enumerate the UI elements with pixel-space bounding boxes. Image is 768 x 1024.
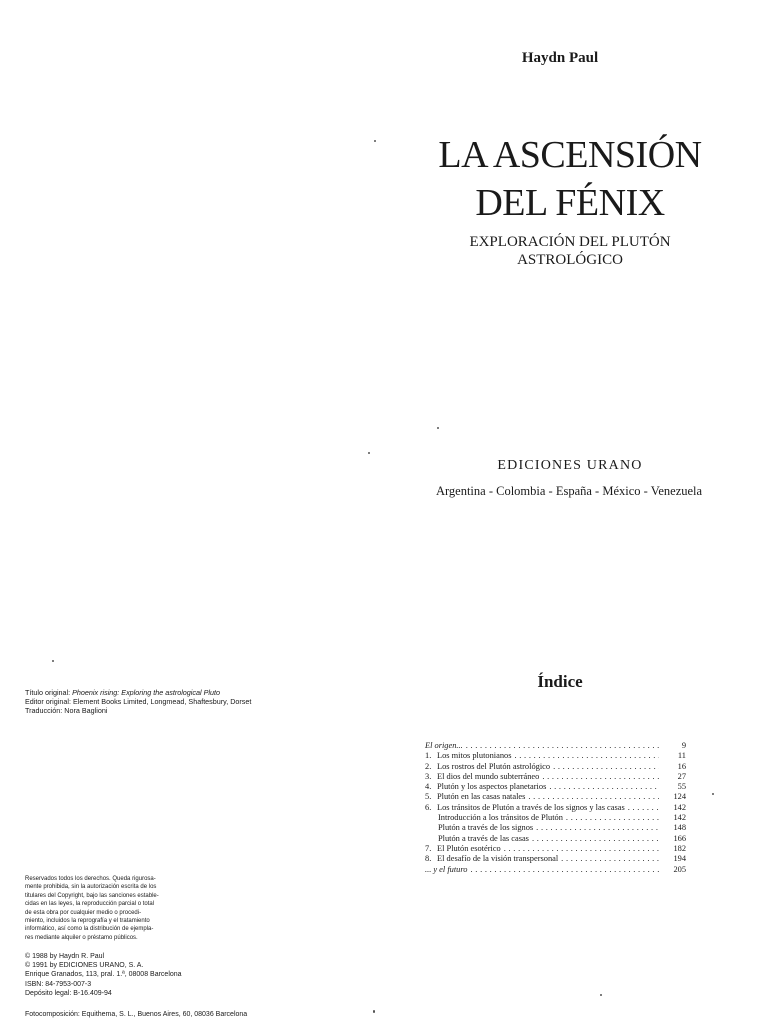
toc-entry-page: 11 — [677, 751, 686, 761]
toc-entry-page: 166 — [673, 833, 686, 843]
toc-entry-number: 7. — [425, 843, 432, 853]
toc-entry-label: Los tránsitos de Plutón a través de los signos y las casas — [437, 802, 625, 812]
toc-entry-label: Plutón y los aspectos planetarios — [437, 782, 547, 792]
toc-entry-label: Plutón a través de los signos — [438, 823, 534, 833]
toc-entry — [425, 844, 686, 854]
toc-entry-label: Plutón en las casas natales — [437, 792, 526, 802]
rights-line: informático, así como la distribución de ejempla- — [25, 926, 154, 933]
book-subtitle-line-2: ASTROLÓGICO — [517, 252, 623, 268]
toc-leader-dots — [532, 834, 659, 844]
toc-entry-number: 1. — [425, 751, 432, 761]
copyright-block — [25, 952, 325, 998]
fotocomposicion-line: Fotocomposición: Equithema, S. L., Buenos Aires, 60, 08036 Barcelona — [25, 1011, 248, 1018]
translation-line: Traducción: Nora Baglioni — [25, 706, 108, 716]
toc-entry-page: 205 — [673, 864, 686, 874]
scan-speck — [52, 660, 54, 662]
toc-entry-page: 142 — [673, 813, 686, 823]
original-title-value: Phoenix rising: Exploring the astrological Pluto — [72, 688, 220, 697]
book-title-line-1: LA ASCENSIÓN — [438, 134, 702, 176]
toc-leader-dots — [549, 782, 659, 792]
original-title-line — [25, 688, 325, 697]
toc-leader-dots — [514, 751, 659, 761]
toc-entry — [425, 751, 686, 761]
toc-entry-page: 124 — [673, 792, 686, 802]
toc-entry — [425, 854, 686, 864]
toc-entry-page: 182 — [673, 843, 686, 853]
toc-entry — [425, 741, 686, 751]
toc-entry — [425, 782, 686, 792]
toc-entry-label: El origen... — [425, 741, 463, 750]
rights-line: miento, incluidos la reprografía y el tratamiento — [25, 918, 150, 925]
toc-entry — [425, 823, 686, 833]
toc-entry-label: El Plutón esotérico — [437, 843, 501, 853]
rights-line: Reservados todos los derechos. Queda rigurosa- — [25, 876, 156, 882]
toc-entry-label: El dios del mundo subterráneo — [437, 771, 540, 781]
rights-line: mente prohibida, sin la autorización escrita de los — [25, 884, 157, 891]
toc-leader-dots — [504, 844, 659, 854]
scan-speck — [437, 427, 439, 429]
toc-leader-dots — [542, 772, 659, 782]
book-title-line-2: DEL FÉNIX — [475, 182, 665, 224]
original-title-label: Título original: — [25, 688, 73, 697]
toc-entry — [425, 834, 686, 844]
toc-leader-dots — [471, 865, 660, 875]
publisher-name: EDICIONES URANO — [497, 458, 643, 473]
toc-entry — [425, 792, 686, 802]
toc-entry-label: Los rostros del Plutón astrológico — [437, 761, 551, 771]
book-subtitle-line-1: EXPLORACIÓN DEL PLUTÓN — [469, 234, 671, 250]
toc-entry-page: 148 — [673, 823, 686, 833]
toc-entry-number: 2. — [425, 761, 432, 771]
toc-entry-page: 27 — [677, 771, 686, 781]
original-editor-line: Editor original: Element Books Limited, Longmead, Shaftesbury, Dorset — [25, 697, 252, 707]
toc-entry — [425, 803, 686, 813]
toc-entry-label: Introducción a los tránsitos de Plutón — [438, 813, 563, 823]
toc-entry — [425, 813, 686, 823]
toc-entry-number: 6. — [425, 802, 432, 812]
scan-speck — [712, 793, 714, 795]
rights-line: res mediante alquiler o préstamo públicos. — [25, 934, 138, 941]
toc-entry-number: 3. — [425, 771, 432, 781]
rights-line: titulares del Copyright, bajo las sanciones estable- — [25, 892, 159, 899]
toc-entry — [425, 762, 686, 772]
toc-entry-page: 142 — [673, 802, 686, 812]
toc-leader-dots — [628, 803, 659, 813]
toc-entry — [425, 772, 686, 782]
toc-entry-label: Plutón a través de las casas — [438, 833, 529, 843]
toc-entry-label: El desafío de la visión transpersonal — [437, 854, 559, 864]
copyright-line: © 1988 by Haydn R. Paul — [25, 953, 105, 960]
toc-leader-dots — [566, 813, 659, 823]
toc-leader-dots — [528, 792, 659, 802]
toc-entry-label: Los mitos plutonianos — [437, 751, 512, 761]
rights-line: cidas en las leyes, la reproducción parcial o total — [25, 901, 155, 908]
toc-entry-page: 16 — [677, 761, 686, 771]
toc-leader-dots — [536, 823, 659, 833]
toc-leader-dots — [561, 854, 659, 864]
author-name: Haydn Paul — [521, 50, 599, 66]
copyright-line: © 1991 by EDICIONES URANO, S. A. — [25, 962, 144, 970]
rights-line: de esta obra por cualquier medio o procedi- — [25, 909, 142, 916]
scan-speck — [368, 452, 370, 454]
copyright-line: ISBN: 84-7953-007-3 — [25, 980, 92, 988]
toc-entry-number: 8. — [425, 854, 432, 864]
table-of-contents — [425, 741, 686, 875]
copyright-line: Enrique Granados, 113, pral. 1.ª, 08008 Barcelona — [25, 971, 182, 979]
index-title: Índice — [537, 672, 583, 691]
publisher-countries: Argentina - Colombia - España - México - Venezuela — [435, 484, 703, 498]
toc-entry-label: ... y el futuro — [425, 864, 468, 874]
credits-block — [25, 688, 325, 716]
copyright-line: Depósito legal: B-16.409-94 — [25, 989, 112, 997]
toc-entry-number: 4. — [425, 782, 432, 792]
toc-leader-dots — [553, 762, 659, 772]
toc-entry-page: 9 — [681, 741, 686, 750]
toc-entry-page: 55 — [677, 782, 686, 792]
toc-entry-number: 5. — [425, 792, 432, 802]
toc-entry-page: 194 — [673, 854, 686, 864]
toc-leader-dots — [466, 741, 659, 751]
toc-entry — [425, 865, 686, 875]
rights-notice — [25, 875, 185, 942]
scan-speck — [374, 140, 376, 142]
scan-speck — [373, 1010, 375, 1013]
scan-speck — [600, 994, 602, 996]
